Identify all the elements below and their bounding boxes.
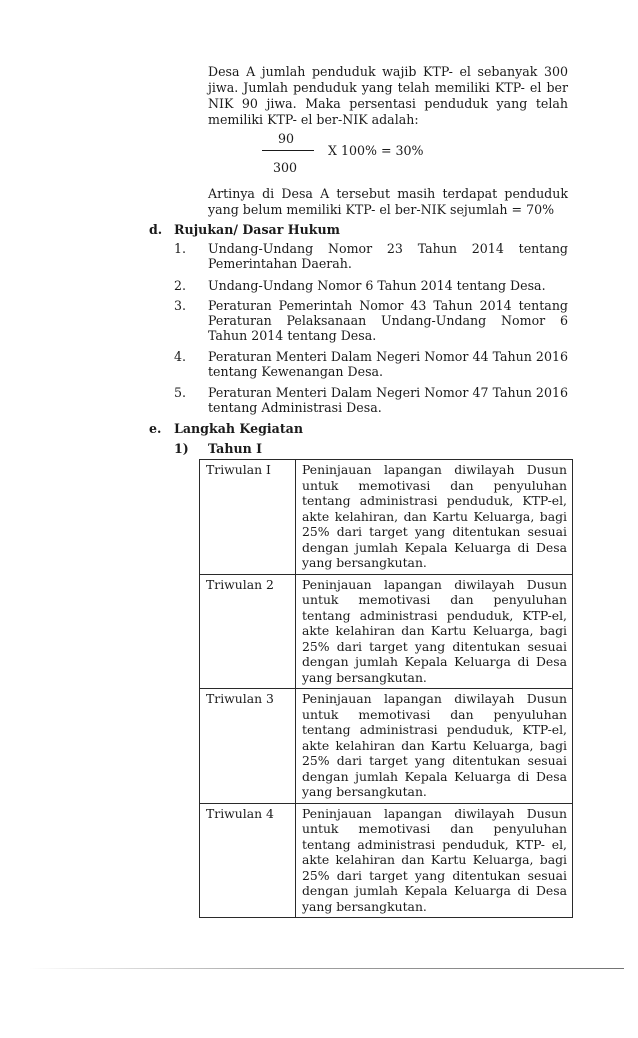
description-cell: Peninjauan lapangan diwilayah Dusun untuk memotivasi dan penyuluhan tentang administrasi penduduk, KTP- el, akte kelahiran dan Kartu Keluarga, bagi 25% dari target yang ditentukan sesuai dengan jumlah Kepala Keluarga di Desa yang bersangkutan. — [296, 803, 573, 918]
item-number: 1. — [174, 241, 187, 256]
section-e-letter: e. — [149, 421, 162, 436]
table-row — [200, 689, 573, 804]
conclusion-paragraph: Artinya di Desa A tersebut masih terdapat penduduk yang belum memiliki KTP- el ber-NIK sejumlah = 70% — [208, 186, 568, 217]
item-text: Peraturan Menteri Dalam Negeri Nomor 47 Tahun 2016 tentang Administrasi Desa. — [208, 385, 568, 415]
item-text: Peraturan Menteri Dalam Negeri Nomor 44 Tahun 2016 tentang Kewenangan Desa. — [208, 349, 568, 379]
subsection-number: 1) — [174, 441, 189, 456]
fraction-bar — [262, 150, 314, 151]
period-cell: Triwulan 4 — [200, 803, 296, 918]
description-cell: Peninjauan lapangan diwilayah Dusun untuk memotivasi dan penyuluhan tentang administrasi penduduk, KTP-el, akte kelahiran dan Kartu Keluarga, bagi 25% dari target yang ditentukan sesuai dengan jumlah Kepala Keluarga di Desa yang bersangkutan. — [296, 574, 573, 689]
description-cell: Peninjauan lapangan diwilayah Dusun untuk memotivasi dan penyuluhan tentang administrasi penduduk, KTP-el, akte kelahiran dan Kartu Keluarga, bagi 25% dari target yang ditentukan sesuai dengan jumlah Kepala Keluarga di Desa yang bersangkutan. — [296, 689, 573, 804]
fraction-denominator: 300 — [273, 160, 298, 175]
item-number: 2. — [174, 278, 187, 293]
table-row — [200, 574, 573, 689]
table-row — [200, 803, 573, 918]
section-d-title: Rujukan/ Dasar Hukum — [174, 222, 340, 237]
intro-paragraph: Desa A jumlah penduduk wajib KTP- el sebanyak 300 jiwa. Jumlah penduduk yang telah memiliki KTP- el ber NIK 90 jiwa. Maka persentasi penduduk yang telah memiliki KTP- el ber-NIK adalah: — [208, 64, 568, 127]
description-cell: Peninjauan lapangan diwilayah Dusun untuk memotivasi dan penyuluhan tentang administrasi penduduk, KTP-el, akte kelahiran, dan Kartu Keluarga, bagi 25% dari target yang ditentukan sesuai dengan jumlah Kepala Keluarga di Desa yang bersangkutan. — [296, 460, 573, 575]
activity-table — [199, 459, 573, 918]
period-cell: Triwulan I — [200, 460, 296, 575]
period-cell: Triwulan 2 — [200, 574, 296, 689]
item-number: 3. — [174, 298, 187, 313]
subsection-title: Tahun I — [208, 441, 263, 456]
item-text: Undang-Undang Nomor 6 Tahun 2014 tentang Desa. — [208, 278, 546, 293]
percentage-formula: X 100% = 30% — [328, 143, 424, 158]
period-cell: Triwulan 3 — [200, 689, 296, 804]
section-e-title: Langkah Kegiatan — [174, 421, 303, 436]
page-edge-divider — [28, 968, 624, 969]
item-text: Undang-Undang Nomor 23 Tahun 2014 tentang Pemerintahan Daerah. — [208, 241, 568, 271]
item-text: Peraturan Pemerintah Nomor 43 Tahun 2014 tentang Peraturan Pelaksanaan Undang-Undang Nomor 6 Tahun 2014 tentang Desa. — [208, 298, 568, 343]
table-row — [200, 460, 573, 575]
item-number: 5. — [174, 385, 187, 400]
fraction-numerator: 90 — [278, 131, 295, 146]
section-d-letter: d. — [149, 222, 163, 237]
item-number: 4. — [174, 349, 187, 364]
